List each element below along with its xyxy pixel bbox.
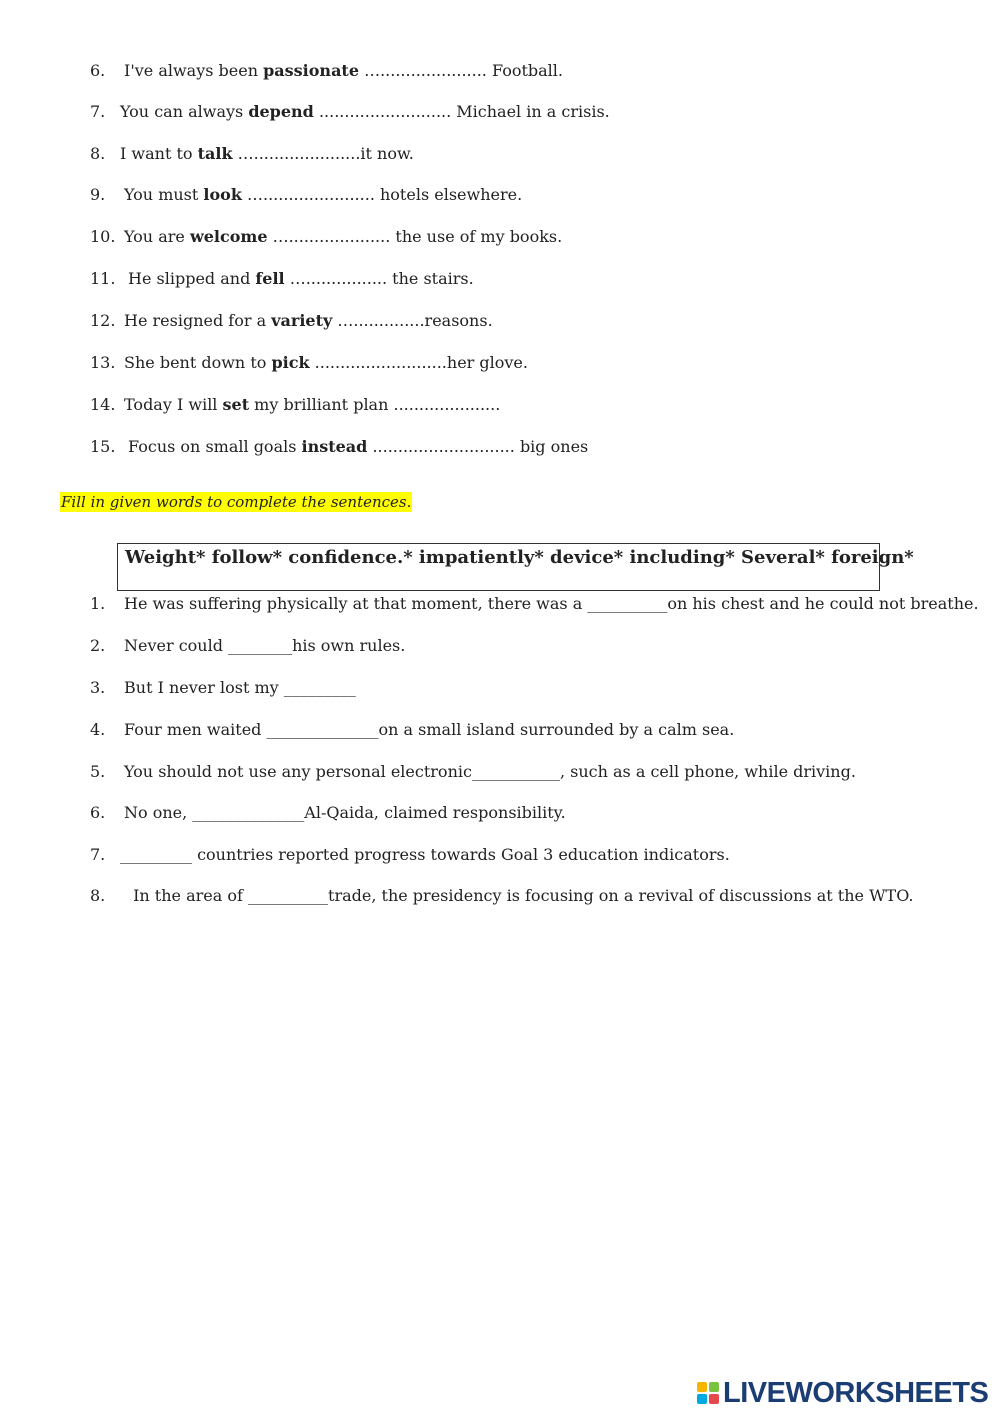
answer-blank[interactable]: ________	[228, 636, 293, 655]
logo-square-2	[709, 1382, 719, 1392]
sentence-end: ….................... the use of my books.	[267, 227, 563, 246]
exercise-row-13	[90, 353, 528, 373]
logo-square-4	[709, 1394, 719, 1404]
sentence-end: …...................... hotels elsewhere.	[241, 185, 523, 204]
exercise2-row-5	[90, 762, 856, 782]
key-word: welcome	[189, 227, 268, 246]
item-number: 4.	[90, 720, 106, 739]
sentence-end: ….....................it now.	[232, 144, 414, 163]
sentence-end: trade, the presidency is focusing on a revival of discussions at the WTO.	[328, 886, 914, 905]
exercise-row-6	[90, 61, 563, 81]
exercise2-row-8	[90, 886, 913, 906]
sentence-start: You can always	[120, 102, 249, 121]
item-number: 10.	[90, 227, 116, 246]
sentence-start: You are	[124, 227, 190, 246]
item-number: 5.	[90, 762, 106, 781]
sentence-end: , such as a cell phone, while driving.	[559, 762, 856, 781]
key-word: pick	[271, 353, 310, 372]
sentence-end: Al-Qaida, claimed responsibility.	[304, 803, 566, 822]
exercise-row-7	[90, 102, 610, 122]
sentence-end: ..........................her glove.	[309, 353, 528, 372]
sentence-start: You should not use any personal electronic	[124, 762, 472, 781]
exercise-row-15	[90, 437, 588, 457]
sentence-start: No one,	[124, 803, 193, 822]
sentence-start: Four men waited	[124, 720, 267, 739]
sentence-start: You must	[124, 185, 204, 204]
answer-blank[interactable]: __________	[248, 886, 329, 905]
sentence-start: I want to	[120, 144, 198, 163]
sentence-start: Focus on small goals	[128, 437, 302, 456]
sentence-start: He slipped and	[128, 269, 256, 288]
key-word: talk	[197, 144, 233, 163]
item-number: 7.	[90, 102, 106, 121]
item-number: 11.	[90, 269, 116, 288]
exercise2-row-4	[90, 720, 734, 740]
word-bank: Weight* follow* confidence.* impatiently* device* including* Several* foreign*	[125, 547, 914, 568]
sentence-end: ............................ big ones	[367, 437, 589, 456]
sentence-start: I've always been	[124, 61, 264, 80]
item-number: 15.	[90, 437, 116, 456]
answer-blank[interactable]: ___________	[471, 762, 560, 781]
liveworksheets-logo	[697, 1376, 988, 1410]
sentence-end: his own rules.	[292, 636, 406, 655]
sentence-start: But I never lost my	[124, 678, 284, 697]
sentence-start: He was suffering physically at that moment, there was a	[124, 594, 588, 613]
key-word: depend	[248, 102, 314, 121]
exercise-row-14	[90, 395, 500, 415]
item-number: 2.	[90, 636, 106, 655]
sentence-end: my brilliant plan .....................	[249, 395, 501, 414]
exercise-row-11	[90, 269, 474, 289]
key-word: variety	[271, 311, 333, 330]
sentence-start: He resigned for a	[124, 311, 272, 330]
answer-blank[interactable]: ______________	[266, 720, 379, 739]
sentence-end: …..............reasons.	[332, 311, 493, 330]
exercise2-row-6	[90, 803, 566, 823]
item-number: 13.	[90, 353, 116, 372]
sentence-end: countries reported progress towards Goal 3 education indicators.	[192, 845, 730, 864]
answer-blank[interactable]: __________	[587, 594, 668, 613]
item-number: 8.	[90, 144, 106, 163]
item-number: 6.	[90, 61, 106, 80]
item-number: 12.	[90, 311, 116, 330]
word-bank-box	[117, 543, 914, 591]
exercise-row-9	[90, 185, 522, 205]
answer-blank[interactable]: ______________	[192, 803, 305, 822]
answer-blank[interactable]: _________	[283, 678, 356, 697]
sentence-end: .......................... Michael in a crisis.	[313, 102, 610, 121]
sentence-start: Never could	[124, 636, 229, 655]
key-word: look	[203, 185, 242, 204]
sentence-end: …................ the stairs.	[284, 269, 474, 288]
exercise-row-10	[90, 227, 562, 247]
sentence-end: on a small island surrounded by a calm sea.	[378, 720, 735, 739]
logo-mark-icon	[697, 1382, 719, 1404]
item-number: 7.	[90, 845, 106, 864]
item-number: 6.	[90, 803, 106, 822]
exercise2-row-7	[90, 845, 730, 865]
sentence-end: on his chest and he could not breathe.	[667, 594, 979, 613]
exercise2-row-1	[90, 594, 979, 614]
item-number: 9.	[90, 185, 106, 204]
logo-square-1	[697, 1382, 707, 1392]
item-number: 1.	[90, 594, 106, 613]
item-number: 8.	[90, 886, 106, 905]
answer-blank[interactable]: _________	[120, 845, 192, 864]
sentence-end: …..................... Football.	[359, 61, 563, 80]
item-number: 3.	[90, 678, 106, 697]
sentence-start: She bent down to	[124, 353, 272, 372]
key-word: fell	[255, 269, 285, 288]
exercise-row-8	[90, 144, 414, 164]
exercise-row-12	[90, 311, 493, 331]
item-number: 14.	[90, 395, 116, 414]
logo-text: LIVEWORKSHEETS	[723, 1377, 989, 1409]
sentence-start: Today I will	[124, 395, 223, 414]
exercise2-row-2	[90, 636, 405, 656]
logo-square-3	[697, 1394, 707, 1404]
sentence-start: In the area of	[128, 886, 249, 905]
instruction-text: Fill in given words to complete the sentences.	[61, 493, 412, 511]
key-word: passionate	[263, 61, 359, 80]
key-word: set	[222, 395, 250, 414]
key-word: instead	[301, 437, 368, 456]
exercise2-row-3	[90, 678, 356, 698]
